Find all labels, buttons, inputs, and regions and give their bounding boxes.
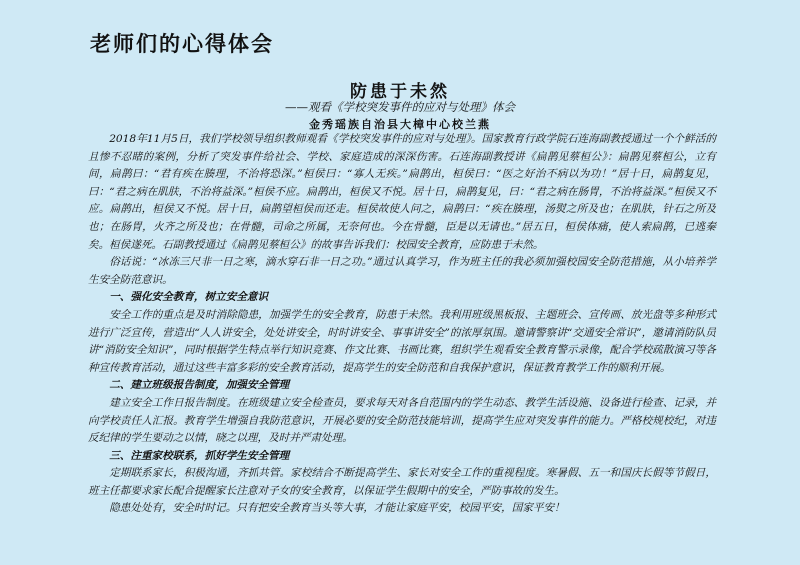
paragraph-section-2: 建立安全工作日报告制度。在班级建立安全检查员，要求每天对各自范围内的学生动态、教学生活设施、设备进行检查、记录，并向学校责任人汇报。教育学生增强自我防范意识，开展必要的安全防范技能培训，提高学生应对突发事件的能力。严格校规校纪，对违反纪律的学生要动之以情，晓之以理，及时并严肃处理。 [88, 396, 716, 445]
section-heading-2: 二、建立班级报告制度，加强安全管理 [109, 379, 290, 392]
page-title: 老师们的心得体会 [90, 31, 274, 56]
article-subtitle: ——观看《学校突发事件的应对与处理》体会 [285, 100, 515, 114]
paragraph-proverb: 俗话说：“冰冻三尺非一日之寒，滴水穿石非一日之功。”通过认真学习，作为班主任的我必须加强校园安全防范措施，从小培养学生安全防范意识。 [88, 256, 716, 286]
article-author: 金秀瑶族自治县大樟中心校兰燕 [309, 118, 491, 131]
paragraph-conclusion: 隐患处处有，安全时时记。只有把安全教育当头等大事，才能让家庭平安，校园平安，国家平安！ [109, 502, 565, 515]
paragraph-section-3: 定期联系家长，积极沟通，齐抓共管。家校结合不断提高学生、家长对安全工作的重视程度。寒暑假、五一和国庆长假等节假日，班主任都要求家长配合提醒家长注意对子女的安全教育，以保证学生假期中的安全，严防事故的发生。 [88, 467, 716, 497]
paragraph-section-1: 安全工作的重点是及时消除隐患，加强学生的安全教育，防患于未然。我利用班级黑板报、主题班会、宣传画、放光盘等多种形式进行广泛宣传，营造出“人人讲安全，处处讲安全，时时讲安全、事事讲安全”的浓厚氛围。邀请警察讲“交通安全常识”，邀请消防队员讲“消防安全知识”，同时根据学生特点举行知识竞赛、作文比赛、书画比赛，组织学生观看安全教育警示录像，配合学校疏散演习等各种宣传教育活动，通过这些丰富多彩的安全教育活动，提高学生的安全防范和自我保护意识，保证教育教学工作的顺利开展。 [88, 308, 716, 374]
article-title: 防患于未然 [350, 82, 450, 102]
section-heading-3: 三、注重家校联系，抓好学生安全管理 [109, 449, 290, 462]
paragraph-intro: 2018年11月5日，我们学校领导组织教师观看《学校突发事件的应对与处理》。国家教育行政学院石连海副教授通过一个个鲜活的且惨不忍睹的案例，分析了突发事件给社会、学校、家庭造成的深深伤害。石连海副教授讲《扁鹊见蔡桓公》：扁鹊见蔡桓公，立有间，扁鹊曰：“君有疾在腠理，不治将恐深。”桓侯曰：“寡人无疾。”扁鹊出，桓侯曰：“医之好治不病以为功！”居十日，扁鹊复见，曰：“君之病在肌肤，不治将益深。”桓侯不应。扁鹊出，桓侯又不悦。居十日，扁鹊复见，曰：“君之病在肠胃，不治将益深。”桓侯又不应。扁鹊出，桓侯又不悦。居十日，扁鹊望桓侯而还走。桓侯故使人问之，扁鹊曰：“疾在腠理，汤熨之所及也；在肌肤，针石之所及也；在肠胃，火齐之所及也；在骨髓，司命之所属，无奈何也。今在骨髓，臣是以无请也。”居五日，桓侯体痛，使人索扁鹊，已逃秦矣。桓侯遂死。石副教授通过《扁鹊见蔡桓公》的故事告诉我们：校园安全教育，应防患于未然。 [88, 133, 716, 251]
article-body [88, 131, 716, 518]
section-heading-1: 一、强化安全教育，树立安全意识 [109, 291, 269, 304]
